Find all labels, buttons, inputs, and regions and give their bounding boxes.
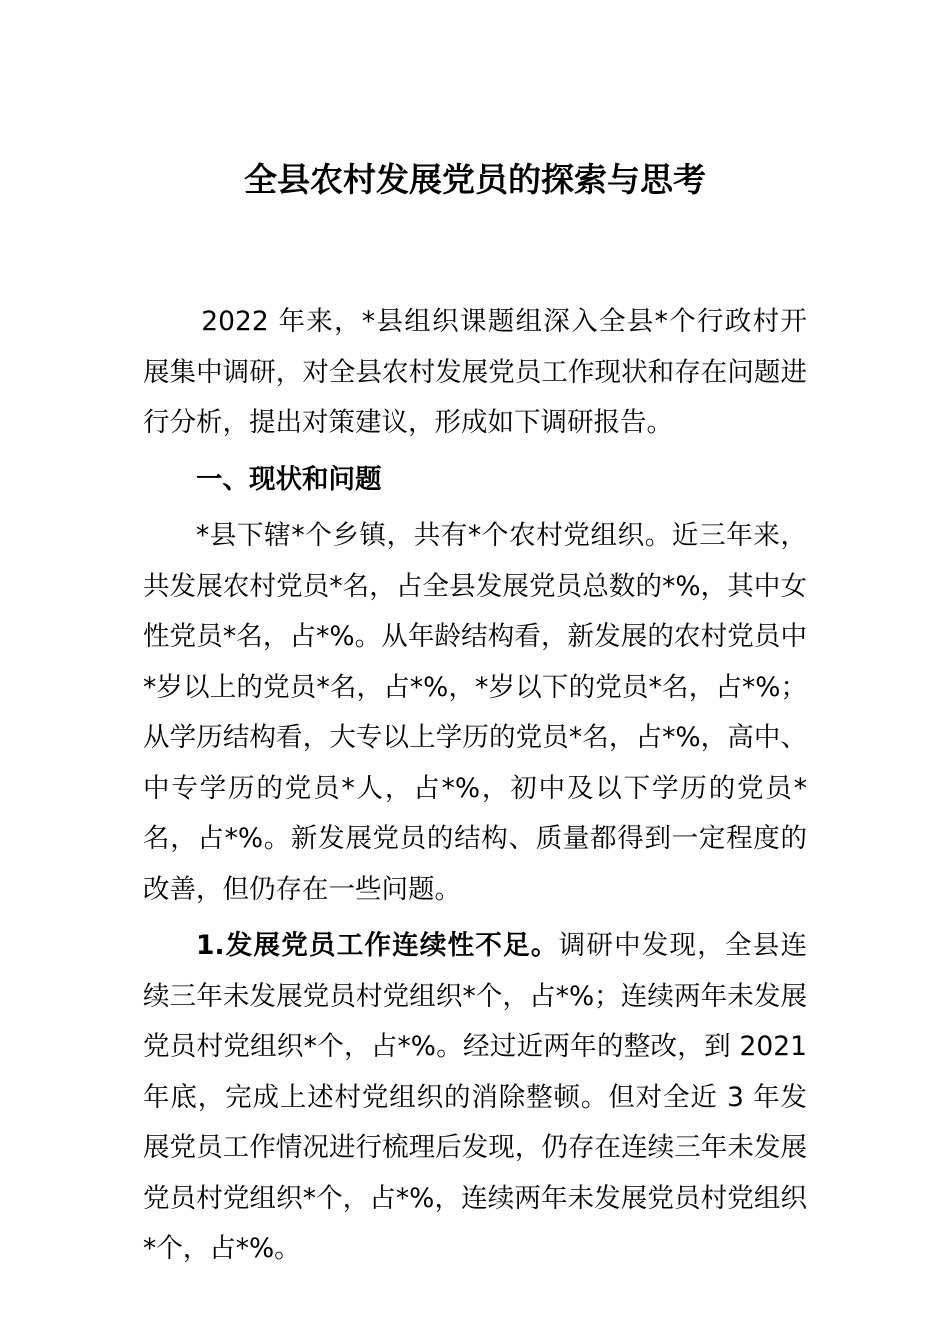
intro-paragraph: 2022 年来，*县组织课题组深入全县*个行政村开展集中调研，对全县农村发展党员工作现状和存在问题进行分析，提出对策建议，形成如下调研报告。 (143, 306, 807, 438)
point-paragraph (143, 921, 807, 1275)
section-heading: 一、现状和问题 (196, 463, 382, 495)
section-paragraph: *县下辖*个乡镇，共有*个农村党组织。近三年来，共发展农村党员*名，占全县发展党员总数的*%，其中女性党员*名，占*%。从年龄结构看，新发展的农村党员中*岁以上的党员*名，占*%，*岁以下的党员*名，占*%；从学历结构看，大专以上学历的党员*名，占*%，高中、中专学历的党员*人，占*%，初中及以下学历的党员*名，占*%。新发展党员的结构、质量都得到一定程度的改善，但仍存在一些问题。 (143, 520, 807, 905)
point-lead: 1.发展党员工作连续性不足。 (196, 930, 559, 961)
point-body: 调研中发现，全县连续三年未发展党员村党组织*个，占*%；连续两年未发展党员村党组织*个，占*%。经过近两年的整改，到 2021 年底，完成上述村党组织的消除整顿。但对全近 3 年发展党员工作情况进行梳理后发现，仍存在连续三年未发展党员村党组织*个，占*%，连续两年未发展党员村党组织*个，占*%。 (143, 930, 807, 1264)
document-body (143, 297, 807, 1281)
document-title: 全县农村发展党员的探索与思考 (244, 160, 706, 199)
